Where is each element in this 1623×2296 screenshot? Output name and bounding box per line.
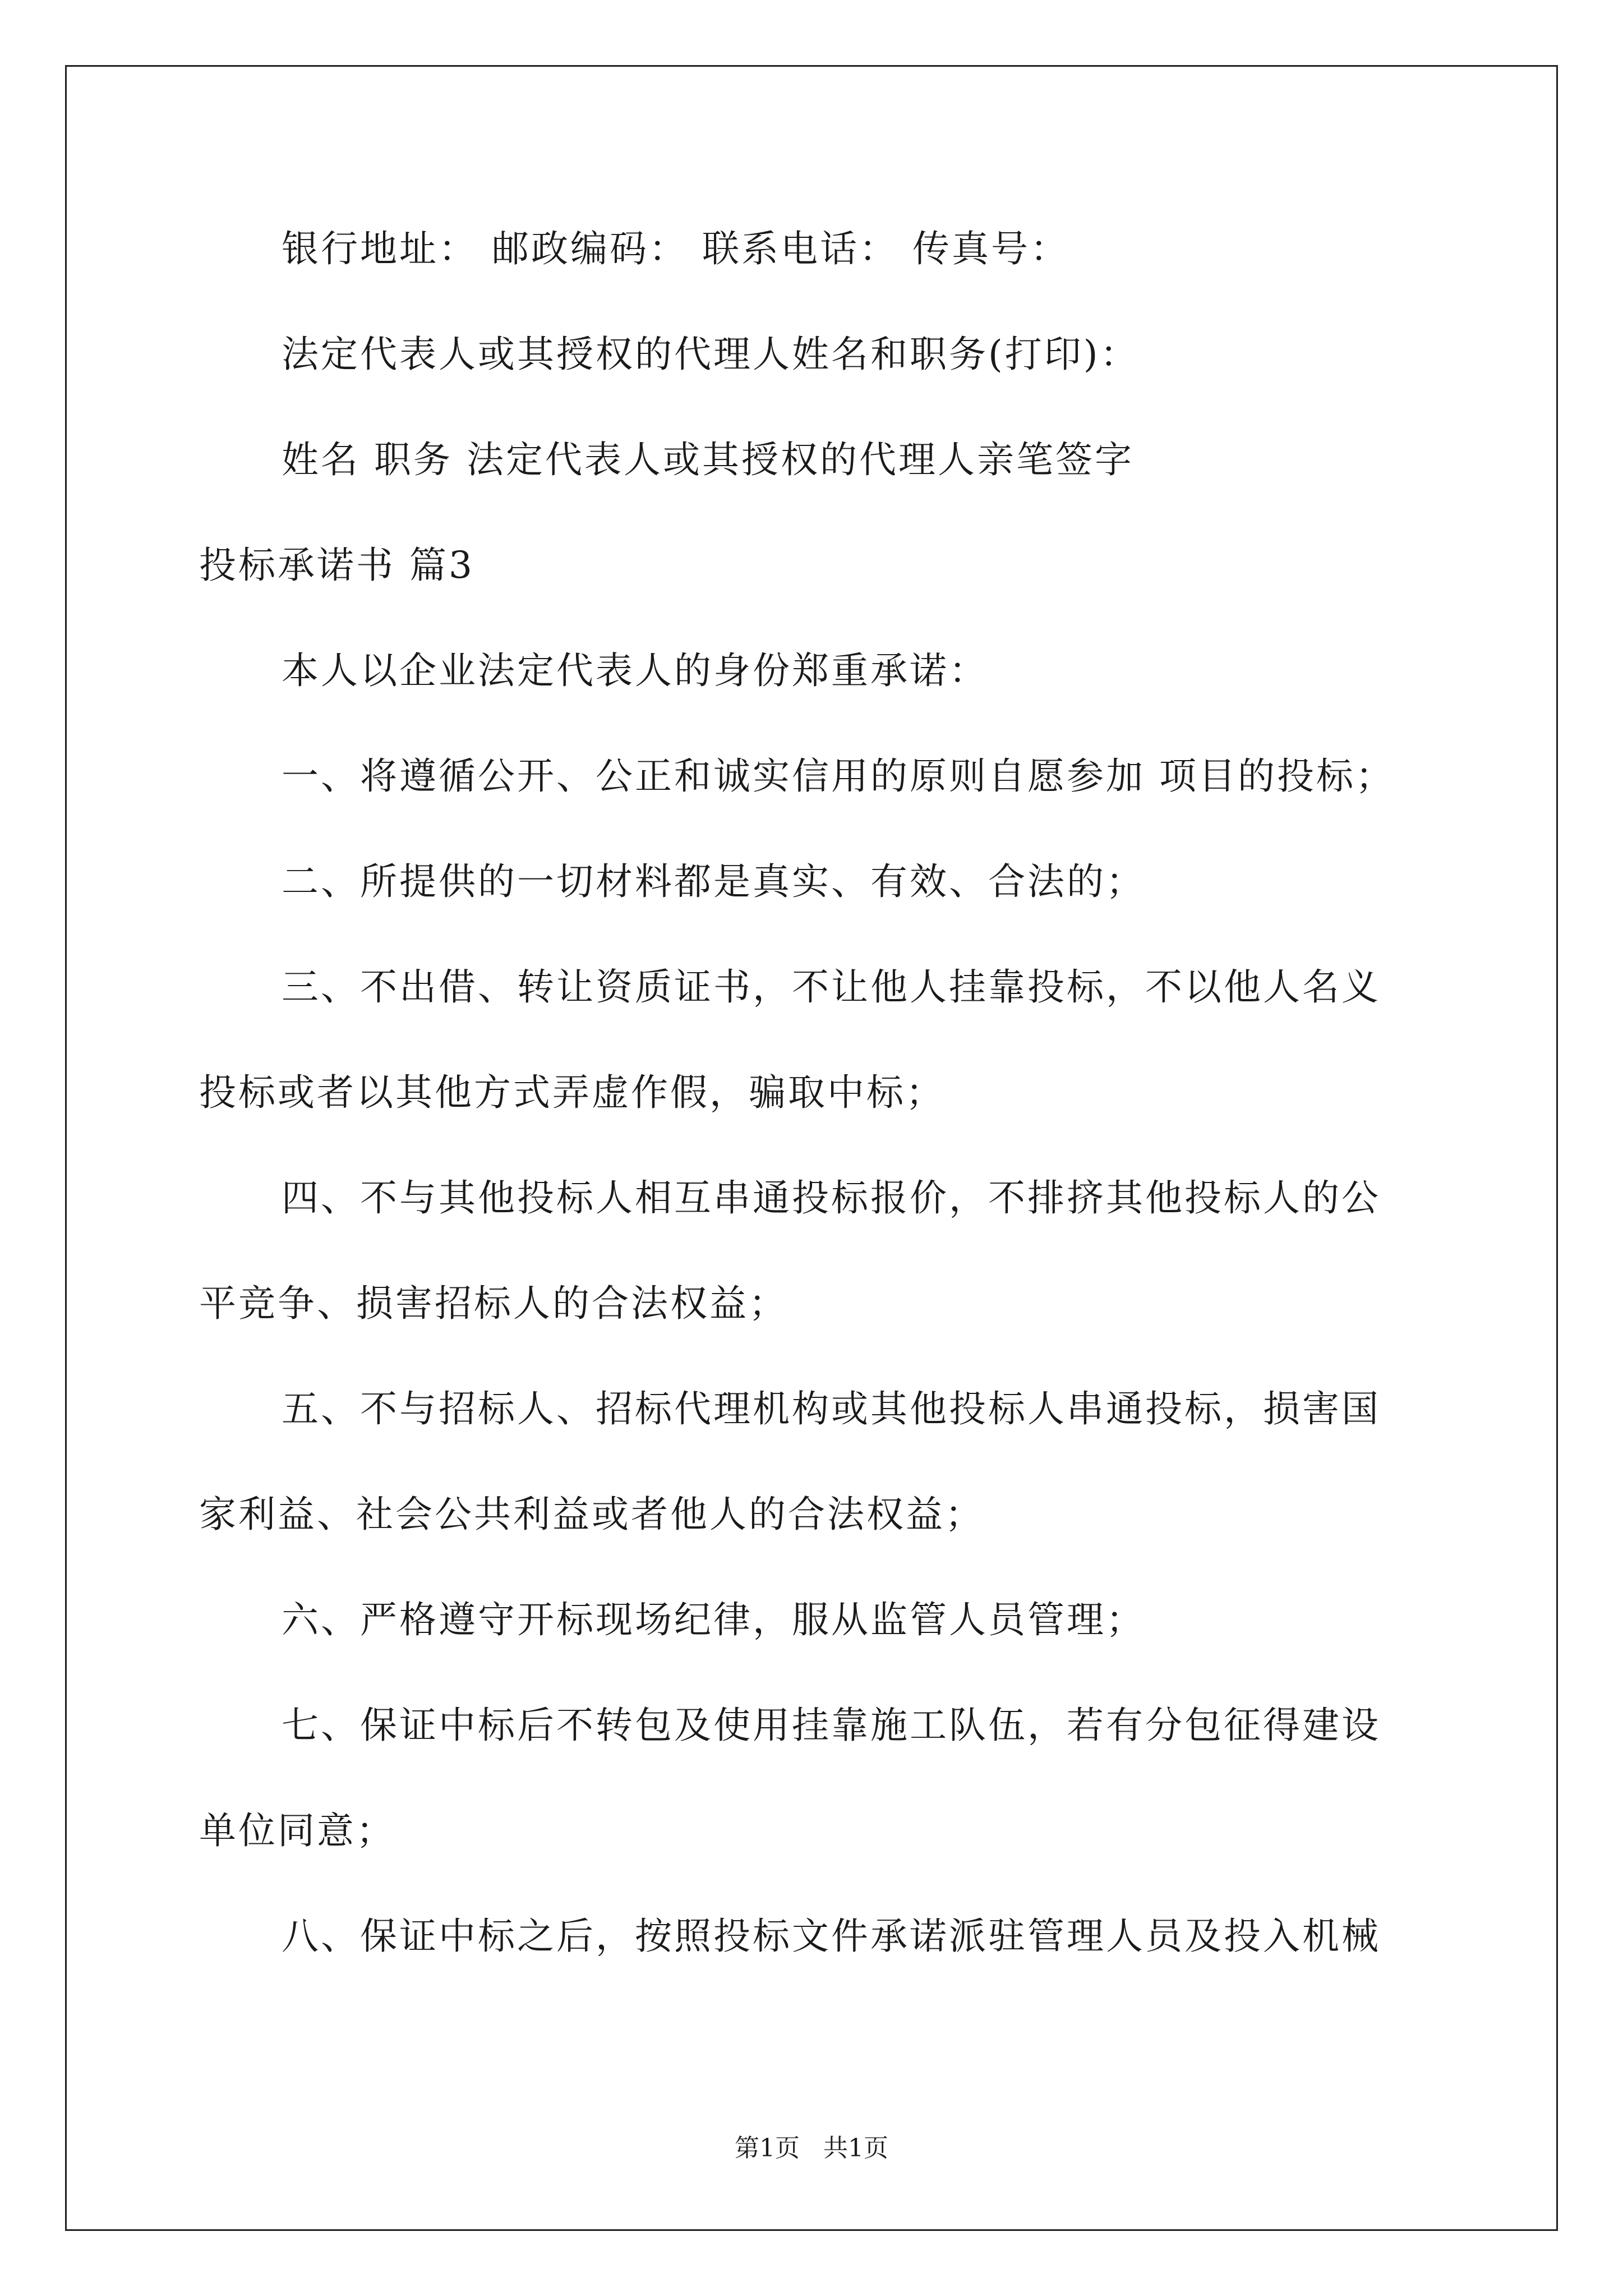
text-line-bank-info: 银行地址： 邮政编码： 联系电话： 传真号： <box>282 227 1069 270</box>
text-line-item-5: 五、不与招标人、招标代理机构或其他投标人串通投标，损害国 <box>282 1387 1381 1430</box>
text-line-item-5-cont: 家利益、社会公共利益或者他人的合法权益； <box>199 1493 984 1536</box>
page-border <box>65 65 1558 2231</box>
page-number: 第1页 <box>735 2134 800 2162</box>
text-line-item-2: 二、所提供的一切材料都是真实、有效、合法的； <box>282 860 1145 903</box>
page-footer <box>0 2132 1623 2165</box>
text-line-representative-title: 法定代表人或其授权的代理人姓名和职务(打印)： <box>282 333 1140 376</box>
text-line-pledge-intro: 本人以企业法定代表人的身份郑重承诺： <box>282 649 988 692</box>
text-line-item-3-cont: 投标或者以其他方式弄虚作假，骗取中标； <box>199 1071 945 1114</box>
text-line-item-1: 一、将遵循公开、公正和诚实信用的原则自愿参加 项目的投标； <box>282 754 1395 798</box>
text-line-item-4: 四、不与其他投标人相互串通投标报价，不排挤其他投标人的公 <box>282 1176 1381 1220</box>
text-line-item-8: 八、保证中标之后，按照投标文件承诺派驻管理人员及投入机械 <box>282 1915 1381 1958</box>
text-line-item-7: 七、保证中标后不转包及使用挂靠施工队伍，若有分包征得建设 <box>282 1704 1381 1747</box>
text-line-item-7-cont: 单位同意； <box>199 1809 395 1852</box>
text-line-signature: 姓名 职务 法定代表人或其授权的代理人亲笔签字 <box>282 438 1134 481</box>
text-line-item-3: 三、不出借、转让资质证书，不让他人挂靠投标，不以他人名义 <box>282 965 1381 1009</box>
text-line-item-6: 六、严格遵守开标现场纪律，服从监管人员管理； <box>282 1598 1145 1641</box>
text-line-item-4-cont: 平竞争、损害招标人的合法权益； <box>199 1282 788 1325</box>
page-total: 共1页 <box>823 2134 888 2162</box>
section-heading: 投标承诺书 篇3 <box>199 544 474 587</box>
